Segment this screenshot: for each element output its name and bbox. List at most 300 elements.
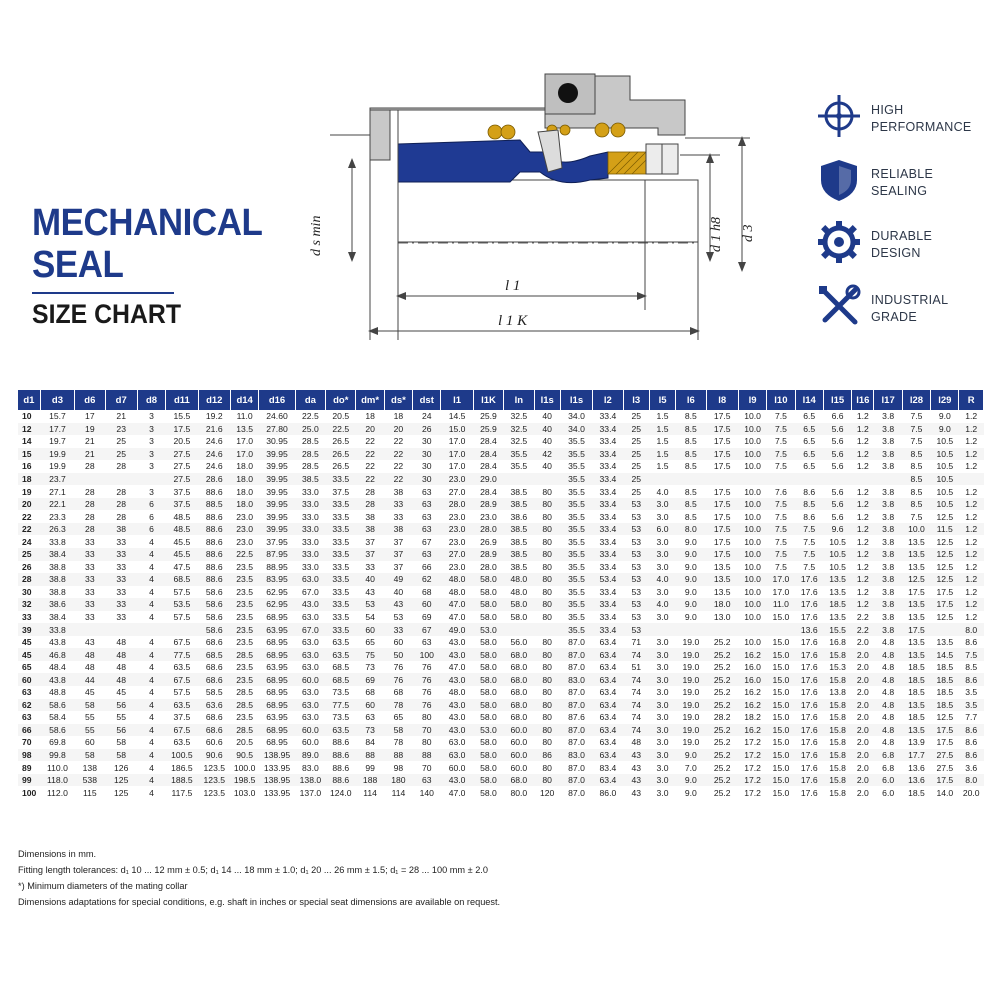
table-cell: 4	[137, 573, 165, 586]
crosshair-icon	[815, 92, 863, 140]
table-cell: 5.6	[831, 461, 844, 472]
table-cell: 53.0	[473, 623, 503, 636]
table-cell: 37	[356, 548, 384, 561]
table-cell: 87.0	[568, 637, 585, 648]
table-cell: 10.0	[738, 423, 766, 436]
table-cell: 10.0	[738, 598, 766, 611]
table-cell: 15.0	[772, 662, 790, 673]
table-cell: 35.5	[560, 448, 592, 461]
table-cell: 8.5	[902, 448, 930, 461]
column-header: R	[959, 390, 984, 410]
table-cell: 15.0	[767, 699, 795, 712]
table-cell: 63.0	[302, 637, 319, 648]
table-cell: 6.5	[803, 411, 816, 422]
table-cell: 18	[365, 411, 375, 422]
table-cell: 63.0	[441, 749, 473, 762]
title-divider	[32, 292, 174, 294]
table-cell: 3.8	[874, 423, 902, 436]
table-cell: 7.5	[774, 511, 787, 522]
shield-icon	[815, 156, 863, 204]
table-cell: 125	[105, 774, 137, 787]
table-cell: 17	[85, 411, 95, 422]
table-cell: 19.9	[40, 448, 74, 461]
table-cell: 28	[75, 498, 105, 511]
table-cell: 1.2	[852, 523, 874, 536]
table-cell: 58.6	[205, 612, 223, 623]
table-cell: 3.0	[656, 511, 669, 522]
table-cell: 22	[393, 461, 404, 472]
table-cell: 1.2	[852, 423, 874, 436]
table-cell: 45.5	[166, 548, 198, 561]
column-header: l17	[874, 390, 902, 410]
note-adaptations: Dimensions adaptations for special conditions, e.g. shaft in inches or special seat dimensions are available on request.	[18, 897, 501, 907]
table-cell: 63.4	[599, 712, 617, 723]
table-cell: 47.0	[448, 662, 466, 673]
table-cell: 87.0	[568, 787, 585, 798]
feature-reliable-sealing	[815, 156, 995, 206]
table-cell: 25	[631, 486, 641, 497]
table-cell: 7.5	[767, 523, 795, 536]
table-cell: 60.0	[295, 673, 325, 686]
table-cell: 4	[149, 662, 154, 673]
table-cell: 7.5	[774, 411, 787, 422]
table-cell: 1.5	[649, 448, 675, 461]
table-cell: 6.5	[795, 448, 823, 461]
table-cell: 39.95	[266, 486, 288, 497]
table-cell: 47.0	[448, 612, 466, 623]
table-cell: 80	[542, 511, 552, 522]
table-cell: 38	[393, 486, 404, 497]
table-cell: 67.5	[166, 673, 198, 686]
table-cell: 15.5	[823, 623, 851, 636]
table-cell: 3.5	[959, 699, 984, 712]
table-cell: 10.0	[744, 536, 761, 547]
table-cell: 13.5	[823, 573, 851, 586]
table-cell: 15	[18, 448, 40, 461]
table-cell: 58.0	[473, 774, 503, 787]
table-cell: 63.95	[266, 662, 288, 673]
table-cell: 1.2	[959, 423, 984, 436]
table-cell: 67.0	[295, 623, 325, 636]
table-cell: 88.6	[198, 548, 230, 561]
table-cell: 74	[623, 673, 649, 686]
table-cell: 20	[384, 423, 412, 436]
table-cell: 100.5	[166, 749, 198, 762]
table-row	[18, 711, 984, 724]
table-cell: 15.5	[173, 411, 191, 422]
table-cell: 45	[85, 687, 95, 698]
table-cell: 60.0	[302, 737, 319, 748]
table-cell: 12	[18, 423, 40, 436]
table-cell: 58.6	[205, 586, 223, 597]
table-cell: 28	[116, 511, 126, 522]
table-header-row	[18, 390, 984, 410]
column-header: d3	[40, 390, 74, 410]
table-cell: 25.2	[713, 737, 731, 748]
table-cell: 37	[393, 536, 404, 547]
table-cell: 33.4	[593, 623, 623, 636]
dim-d3-label: d 3	[741, 224, 756, 242]
table-cell: 73	[365, 662, 375, 673]
table-cell: 3.0	[656, 637, 669, 648]
table-cell	[75, 473, 105, 486]
table-cell: 1.5	[656, 436, 669, 447]
table-cell: 43.8	[40, 673, 74, 686]
table-cell: 12.5	[902, 573, 930, 586]
table-cell: 76	[421, 687, 432, 698]
table-cell: 28.4	[480, 461, 497, 472]
table-cell: 23.0	[236, 511, 253, 522]
table-cell: 35.5	[510, 461, 528, 472]
table-cell: 43	[85, 637, 95, 648]
title-line-1: MECHANICAL	[32, 202, 263, 244]
table-cell: 3.5	[965, 687, 978, 698]
table-cell: 53.4	[593, 573, 623, 586]
table-cell: 16.0	[738, 673, 766, 686]
table-cell: 8.6	[803, 486, 816, 497]
table-cell: 73.5	[332, 687, 350, 698]
table-cell: 46.8	[40, 648, 74, 661]
table-cell: 25.2	[713, 662, 731, 673]
table-cell: 28.4	[473, 448, 503, 461]
table-cell: 23.5	[236, 712, 253, 723]
table-cell: 80	[534, 699, 560, 712]
table-cell: 63.0	[302, 712, 319, 723]
table-cell: 17.5	[706, 448, 738, 461]
table-cell: 23.0	[441, 473, 473, 486]
table-cell: 17.6	[795, 573, 823, 586]
table-cell: 60.0	[448, 762, 466, 773]
table-cell: 4	[149, 737, 154, 748]
table-cell: 27.5	[173, 461, 191, 472]
table-cell: 7.5	[774, 436, 787, 447]
table-cell: 13.0	[713, 612, 731, 623]
table-cell: 3.6	[965, 762, 978, 773]
table-cell: 58.0	[480, 737, 497, 748]
table-cell: 34.0	[568, 411, 585, 422]
gear-icon	[815, 218, 863, 266]
table-cell: 80	[534, 498, 560, 511]
table-cell: 4	[149, 561, 154, 572]
table-cell: 2.0	[852, 749, 874, 762]
table-cell: 18.5	[931, 699, 959, 712]
table-cell: 16.2	[738, 648, 766, 661]
table-cell: 58.0	[510, 612, 528, 623]
table-cell: 25	[623, 448, 649, 461]
table-cell	[795, 473, 823, 486]
table-cell: 35.5	[504, 448, 534, 461]
table-cell: 33.5	[332, 561, 350, 572]
table-cell: 6.6	[831, 411, 844, 422]
table-cell: 68	[365, 687, 375, 698]
table-cell: 87.0	[560, 648, 592, 661]
table-cell: 43	[365, 586, 375, 597]
table-cell: 1.2	[856, 561, 869, 572]
table-cell: 11.5	[931, 523, 959, 536]
table-cell: 68.95	[266, 687, 288, 698]
feature-label: RELIABLE SEALING	[871, 167, 934, 198]
table-cell: 20.5	[332, 411, 350, 422]
column-header: l14	[795, 390, 823, 410]
table-cell: 33	[116, 536, 126, 547]
table-cell: 6.5	[803, 461, 816, 472]
table-cell: 19.0	[676, 699, 706, 712]
column-header: l1s	[560, 390, 592, 410]
table-cell: 2.0	[852, 699, 874, 712]
table-cell: 58.0	[480, 687, 497, 698]
dim-ds-label: d s min	[309, 215, 324, 256]
table-cell: 20.0	[962, 787, 980, 798]
table-cell: 23.5	[236, 662, 253, 673]
table-cell: 53	[631, 511, 641, 522]
table-cell: 19.0	[682, 712, 700, 723]
table-cell: 35.5	[560, 523, 592, 536]
table-cell: 19.0	[682, 737, 700, 748]
table-cell: 25.9	[473, 423, 503, 436]
table-cell: 28	[365, 486, 375, 497]
table-cell: 48.5	[166, 523, 198, 536]
table-cell: 22.1	[40, 498, 74, 511]
table-cell: 180	[384, 774, 412, 787]
table-cell: 33	[384, 623, 412, 636]
table-cell: 3.0	[656, 662, 669, 673]
table-cell: 76	[384, 673, 412, 686]
table-cell: 18.5	[936, 687, 954, 698]
table-cell: 2.0	[852, 774, 874, 787]
table-cell: 8.5	[902, 498, 930, 511]
title-block	[32, 202, 282, 330]
table-cell: 7.5	[902, 423, 930, 436]
table-cell: 13.5	[902, 699, 930, 712]
table-cell: 15.0	[441, 423, 473, 436]
table-cell: 8.5	[684, 486, 697, 497]
table-cell: 35.5	[568, 511, 585, 522]
table-cell: 17.5	[931, 774, 959, 787]
table-cell: 88.6	[326, 774, 356, 787]
table-cell: 23.5	[230, 573, 258, 586]
table-cell: 13.9	[908, 737, 925, 748]
table-cell: 88	[413, 749, 441, 762]
table-cell: 123.5	[198, 774, 230, 787]
table-cell: 17.2	[744, 787, 761, 798]
table-cell: 4.8	[882, 662, 895, 673]
table-cell: 80	[421, 737, 432, 748]
table-cell: 13.8	[829, 687, 846, 698]
table-cell: 58.6	[40, 699, 74, 712]
table-cell: 40	[356, 573, 384, 586]
table-cell: 22	[393, 436, 404, 447]
table-cell: 80	[542, 762, 552, 773]
table-cell: 1.2	[965, 612, 978, 623]
table-cell: 48.0	[441, 573, 473, 586]
table-cell: 80	[542, 687, 552, 698]
table-cell: 21.6	[198, 423, 230, 436]
table-cell: 38.5	[504, 523, 534, 536]
table-cell: 1.2	[959, 523, 984, 536]
column-header: d14	[230, 390, 258, 410]
table-cell: 68.6	[205, 662, 223, 673]
table-cell: 9.6	[823, 523, 851, 536]
table-cell: 37.95	[266, 536, 288, 547]
table-cell: 45	[116, 687, 126, 698]
table-cell: 37	[393, 561, 404, 572]
table-cell: 43.0	[441, 648, 473, 661]
table-cell: 8.0	[959, 774, 984, 787]
table-cell: 3.0	[649, 724, 675, 737]
table-cell: 28.9	[473, 498, 503, 511]
table-cell: 28.4	[480, 436, 497, 447]
table-cell: 24.6	[205, 461, 223, 472]
table-cell: 24.6	[205, 436, 223, 447]
table-row	[18, 410, 984, 423]
table-cell: 28.0	[473, 523, 503, 536]
table-cell: 38.5	[510, 486, 528, 497]
table-row	[18, 736, 984, 749]
table-cell: 10.0	[744, 637, 761, 648]
table-cell: 11.0	[767, 598, 795, 611]
table-cell: 87.0	[568, 737, 585, 748]
table-cell: 35.5	[568, 586, 585, 597]
column-header: l29	[931, 390, 959, 410]
table-cell: 48.4	[49, 662, 66, 673]
table-cell: 4.0	[656, 486, 669, 497]
column-header: l5	[649, 390, 675, 410]
table-cell: 17.6	[800, 712, 818, 723]
table-cell: 22	[384, 473, 412, 486]
table-cell: 8.6	[959, 673, 984, 686]
table-cell: 83.95	[259, 573, 295, 586]
table-cell: 126	[114, 762, 129, 773]
table-cell: 15.8	[823, 648, 851, 661]
table-cell: 37	[384, 548, 412, 561]
table-cell: 3.0	[656, 536, 669, 547]
table-cell: 28.2	[713, 712, 731, 723]
table-cell: 3.8	[874, 573, 902, 586]
table-cell: 68	[393, 687, 404, 698]
table-cell: 4	[137, 673, 165, 686]
table-cell: 27.80	[259, 423, 295, 436]
table-cell: 38.5	[504, 548, 534, 561]
table-cell: 32.5	[510, 436, 528, 447]
table-cell: 27.1	[49, 486, 66, 497]
table-cell: 15.8	[823, 699, 851, 712]
table-cell: 68.5	[166, 573, 198, 586]
table-cell: 40	[393, 586, 404, 597]
table-cell: 125	[114, 787, 129, 798]
table-cell: 1.5	[656, 461, 669, 472]
table-cell: 33.5	[326, 473, 356, 486]
table-cell: 1.2	[856, 436, 869, 447]
table-cell: 22	[18, 523, 40, 536]
table-row	[18, 573, 984, 586]
table-cell: 2.0	[856, 712, 869, 723]
table-cell: 63	[413, 498, 441, 511]
table-cell: 1.2	[965, 536, 978, 547]
table-cell: 62.95	[259, 598, 295, 611]
table-cell: 80	[534, 573, 560, 586]
table-cell: 10.5	[931, 448, 959, 461]
table-cell: 14.0	[936, 787, 954, 798]
table-cell: 28	[116, 461, 126, 472]
table-cell: 38	[384, 523, 412, 536]
table-cell	[105, 623, 137, 636]
table-cell	[931, 623, 959, 636]
table-cell: 3.8	[874, 523, 902, 536]
table-cell: 30	[22, 586, 32, 597]
table-cell: 55	[85, 712, 95, 723]
table-cell: 538	[75, 774, 105, 787]
table-cell: 18.5	[908, 662, 925, 673]
table-cell: 133.95	[263, 762, 291, 773]
column-header: dst	[413, 390, 441, 410]
table-cell: 53	[631, 586, 641, 597]
table-cell: 49	[384, 573, 412, 586]
table-cell: 35.5	[568, 561, 585, 572]
table-cell: 13.5	[902, 648, 930, 661]
table-cell: 33	[85, 612, 95, 623]
table-cell: 13.5	[902, 724, 930, 737]
table-cell: 48.8	[49, 687, 66, 698]
table-cell: 10.0	[744, 511, 761, 522]
table-cell: 10.5	[931, 498, 959, 511]
table-cell: 53	[623, 573, 649, 586]
table-cell: 2.0	[856, 687, 869, 698]
table-cell: 18.5	[936, 662, 954, 673]
table-cell: 7.5	[803, 561, 816, 572]
table-cell: 25	[105, 448, 137, 461]
table-cell: 43.0	[295, 598, 325, 611]
table-cell: 22	[365, 461, 375, 472]
table-cell: 99.8	[40, 749, 74, 762]
table-cell: 18.5	[908, 687, 925, 698]
table-cell: 10.0	[738, 548, 766, 561]
table-cell	[874, 473, 902, 486]
table-cell: 63.4	[593, 749, 623, 762]
table-cell: 7.5	[803, 536, 816, 547]
table-cell: 68	[421, 586, 432, 597]
table-row	[18, 485, 984, 498]
table-cell: 23.5	[236, 612, 253, 623]
table-cell: 25	[631, 436, 641, 447]
table-cell: 1.2	[856, 411, 869, 422]
table-cell: 13.6	[902, 774, 930, 787]
table-cell: 34.0	[560, 423, 592, 436]
table-cell: 18.2	[744, 712, 761, 723]
table-cell: 6	[137, 498, 165, 511]
table-cell: 69	[421, 612, 432, 623]
table-cell: 10.0	[744, 586, 761, 597]
table-cell: 17.6	[800, 586, 818, 597]
column-header: l8	[706, 390, 738, 410]
table-cell: 43	[384, 598, 412, 611]
table-cell: 1.5	[649, 423, 675, 436]
table-cell: 15.8	[829, 762, 846, 773]
table-cell: 25.0	[295, 423, 325, 436]
table-cell: 2.0	[852, 724, 874, 737]
table-cell: 39.95	[259, 473, 295, 486]
table-cell: 1.2	[965, 561, 978, 572]
table-cell: 33.0	[302, 486, 319, 497]
table-cell: 15.8	[829, 787, 846, 798]
table-cell: 33.4	[599, 411, 617, 422]
dim-d1-label: d 1 h8	[709, 217, 724, 252]
table-cell	[504, 623, 534, 636]
table-cell: 12.5	[936, 536, 954, 547]
table-cell: 26.9	[480, 536, 497, 547]
table-cell: 8.5	[676, 423, 706, 436]
table-cell: 33.4	[599, 511, 617, 522]
table-cell: 29.0	[473, 473, 503, 486]
